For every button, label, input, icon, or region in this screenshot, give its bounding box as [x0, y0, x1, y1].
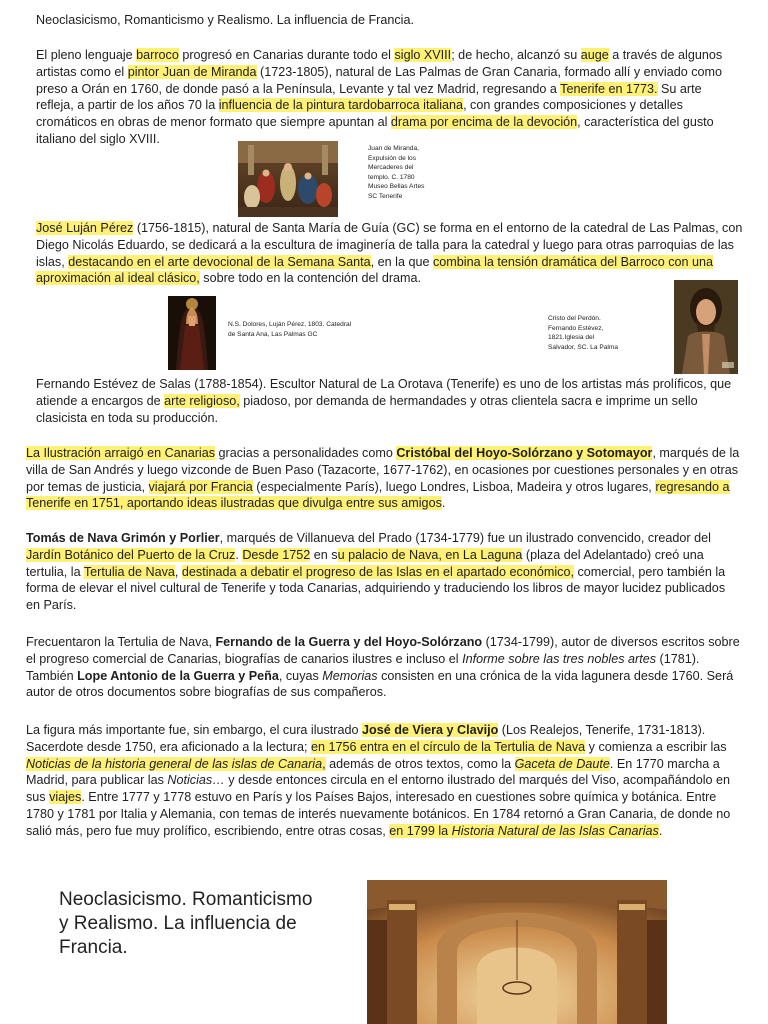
slide-title: Neoclasicismo. Romanticismo y Realismo. La influencia de Francia.	[59, 889, 313, 958]
paragraph-tertulia: Frecuentaron la Tertulia de Nava, Fernando de la Guerra y del Hoyo-Solórzano (1734-1799), autor de diversos escritos sobre el progreso comercial de Canarias, biografías de canarios ilustres e incluso el Informe sobre las tres nobles artes (1781). También Lope Antonio de la Guerra y Peña, cuyas Memorias consisten en una crónica de la vida lagunera desde 1760. Será autor de otros documentos sobre biografías de sus compañeros.	[26, 635, 740, 700]
lujan-caption: N.S. Dolores, Luján Pérez, 1803. Catedral de Santa Ana, Las Palmas GC	[228, 321, 352, 338]
paragraph-nava: Tomás de Nava Grimón y Porlier, marqués de Villanueva del Prado (1734-1779) fue un ilustrado convencido, creador del Jardín Botánico del Puerto de la Cruz. Desde 1752 en su palacio de Nava, en La Laguna (plaza del Adelantado) creó una tertulia, la Tertulia de Nava, destinada a debatir el progreso de las Islas en el apartado económico, comercial, pero también la forma de elevar el nivel cultural de Tenerife y toda Canarias, adquiriendo y traduciendo los libros de mayor lucidez publicados en París.	[26, 531, 726, 613]
miranda-caption: Juan de Miranda, Expulsión de los Mercaderes del templo. C. 1780 Museo Bellas Artes SC Tenerife	[368, 145, 425, 200]
paragraph-estevez: Fernando Estévez de Salas (1788-1854). Escultor Natural de La Orotava (Tenerife) es uno de los artistas más prolíficos, que atiende a encargos de arte religioso, piadoso, por demanda de hermandades y otras clientela sacra e imprime un sello clasicista en toda su producción.	[36, 377, 732, 425]
estevez-caption: Cristo del Perdón. Fernando Estévez, 1821.Iglesia del Salvador, SC. La Palma	[548, 315, 619, 351]
document-heading: Neoclasicismo, Romanticismo y Realismo. La influencia de Francia.	[36, 13, 414, 27]
paragraph-viera: La figura más importante fue, sin embargo, el cura ilustrado José de Viera y Clavijo (Los Realejos, Tenerife, 1731-1813). Sacerdote desde 1750, era aficionado a la lectura; en 1756 entra en el círculo de la Tertulia de Nava y comienza a escribir las Noticias de la historia general de las islas de Canaria, además de otros textos, como la Gaceta de Daute. En 1770 marcha a Madrid, para publicar las Noticias… y desde entonces circula en el entorno ilustrado del marqués del Viso, acompañándolo en sus viajes. Entre 1777 y 1778 estuvo en París y los Países Bajos, interesado en cuestiones sobre química y botánica. Entre 1780 y 1781 por Italia y Alemania, con temas de interés nuevamente botánicos. En 1784 retornó a Gran Canaria, de donde no salió más, pero fue muy prolífico, escribiendo, entre otras cosas, en 1799 la Historia Natural de las Islas Canarias.	[26, 723, 731, 838]
church-interior-image	[367, 880, 667, 1024]
miranda-painting-image	[238, 141, 338, 217]
paragraph-ilustracion: La Ilustración arraigó en Canarias gracias a personalidades como Cristóbal del Hoyo-Solórzano y Sotomayor, marqués de la villa de San Andrés y luego vizconde de Buen Paso (Tazacorte, 1677-1762), en ocasiones por cuestiones personales y en otras por temas de justicia, viajará por Francia (especialmente París), luego Londres, Lisboa, Madeira y otros lugares, regresando a Tenerife en 1751, aportando ideas ilustradas que divulga entre sus amigos.	[26, 446, 740, 511]
paragraph-lujan: José Luján Pérez (1756-1815), natural de Santa María de Guía (GC) se forma en el entorno de la catedral de Las Palmas, con Diego Nicolás Eduardo, se dedicará a la escultura de imaginería de talla para la catedral y luego para otras parroquias de las islas, destacando en el arte devocional de la Semana Santa, en la que combina la tensión dramática del Barroco con una aproximación al ideal clásico, sobre todo en la contención del drama.	[36, 221, 743, 286]
estevez-sculpture-image	[674, 280, 738, 374]
lujan-sculpture-image	[168, 296, 216, 370]
paragraph-miranda: El pleno lenguaje barroco progresó en Canarias durante todo el siglo XVIII; de hecho, alcanzó su auge a través de algunos artistas como el pintor Juan de Miranda (1723-1805), natural de Las Palmas de Gran Canaria, formado allí y enviado como preso a Orán en 1760, de donde pasó a la Península, Levante y tal vez Madrid, regresando a Tenerife en 1773. Su arte refleja, a partir de los años 70 la influencia de la pintura tardobarroca italiana, con grandes composiciones y detalles cromáticos en obras de menor formato que siempre apuntan al drama por encima de la devoción, característica del gusto italiano del siglo XVIII.	[36, 48, 723, 146]
